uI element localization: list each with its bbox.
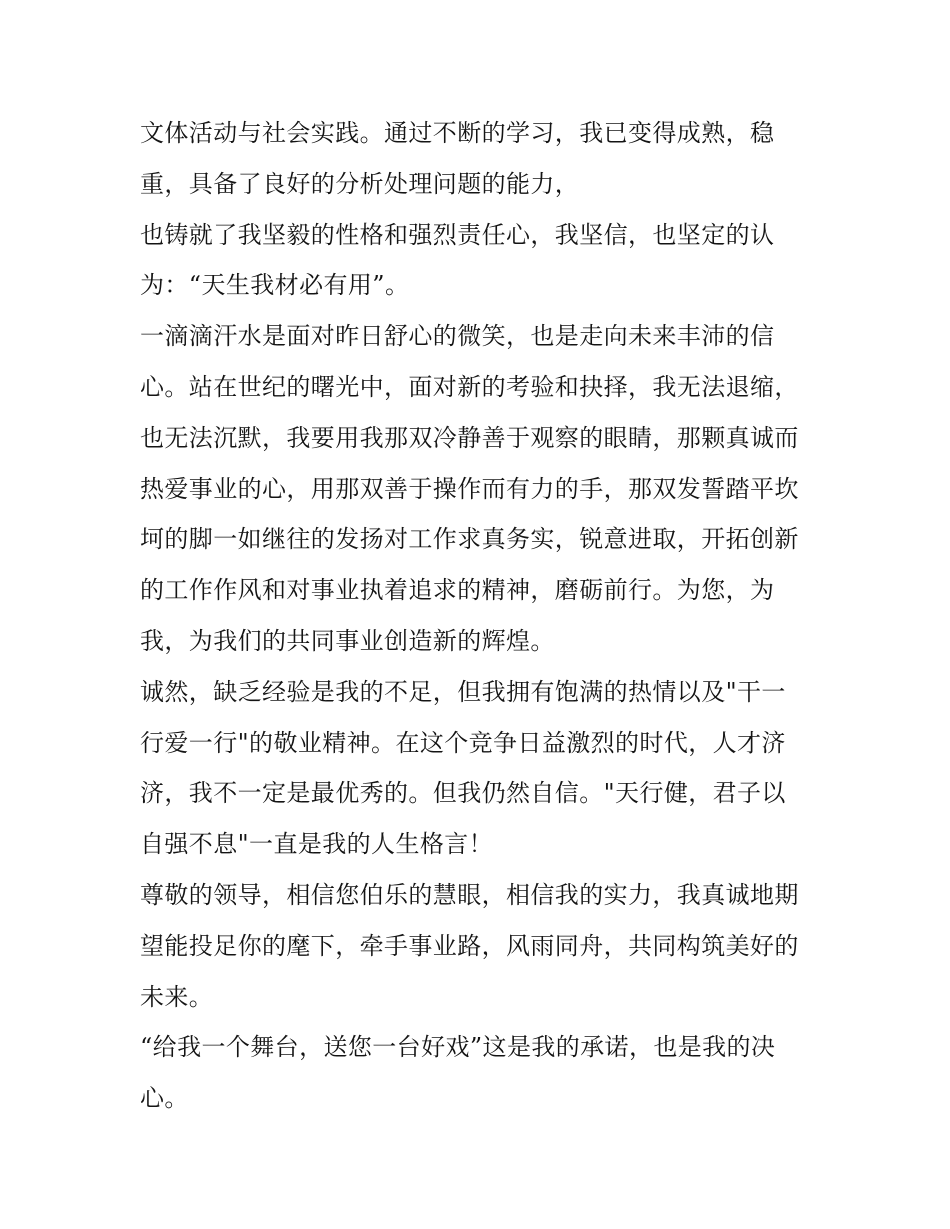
text-line: 为：“天生我材必有用”。 [140, 271, 410, 300]
text-line: 行爱一行"的敬业精神。在这个竞争日益激烈的时代，人才济 [140, 728, 786, 757]
document-body [140, 108, 820, 1124]
text-line: 也无法沉默，我要用我那双冷静善于观察的眼睛，那颗真诚而 [140, 423, 799, 452]
text-line: 济，我不一定是最优秀的。但我仍然自信。"天行健，君子以 [140, 779, 786, 808]
text-line: 我，为我们的共同事业创造新的辉煌。 [140, 626, 555, 655]
text-line: 自强不息"一直是我的人生格言！ [140, 830, 494, 859]
text-line: 尊敬的领导，相信您伯乐的慧眼，相信我的实力，我真诚地期 [140, 880, 799, 909]
text-line: 诚然，缺乏经验是我的不足，但我拥有饱满的热情以及"干一 [140, 677, 786, 706]
text-line: 也铸就了我坚毅的性格和强烈责任心，我坚信，也坚定的认 [140, 220, 775, 249]
text-line: 望能投足你的麾下，牵手事业路，风雨同舟，共同构筑美好的 [140, 931, 799, 960]
text-line: 的工作作风和对事业执着追求的精神，磨砺前行。为您，为 [140, 576, 775, 605]
text-line: 文体活动与社会实践。通过不断的学习，我已变得成熟，稳 [140, 119, 775, 147]
text-line: 心。站在世纪的曙光中，面对新的考验和抉择，我无法退缩， [140, 372, 799, 401]
text-line: 一滴滴汗水是面对昨日舒心的微笑，也是走向未来丰沛的信 [140, 322, 775, 351]
text-line: 热爱事业的心，用那双善于操作而有力的手，那双发誓踏平坎 [140, 474, 799, 503]
text-line: 心。 [140, 1084, 189, 1113]
text-line: 坷的脚一如继往的发扬对工作求真务实，锐意进取，开拓创新 [140, 525, 799, 554]
text-line: 未来。 [140, 982, 214, 1011]
text-line: “给我一个舞台，送您一台好戏”这是我的承诺，也是我的决 [140, 1033, 776, 1062]
text-line: 重，具备了良好的分析处理问题的能力， [140, 169, 580, 198]
